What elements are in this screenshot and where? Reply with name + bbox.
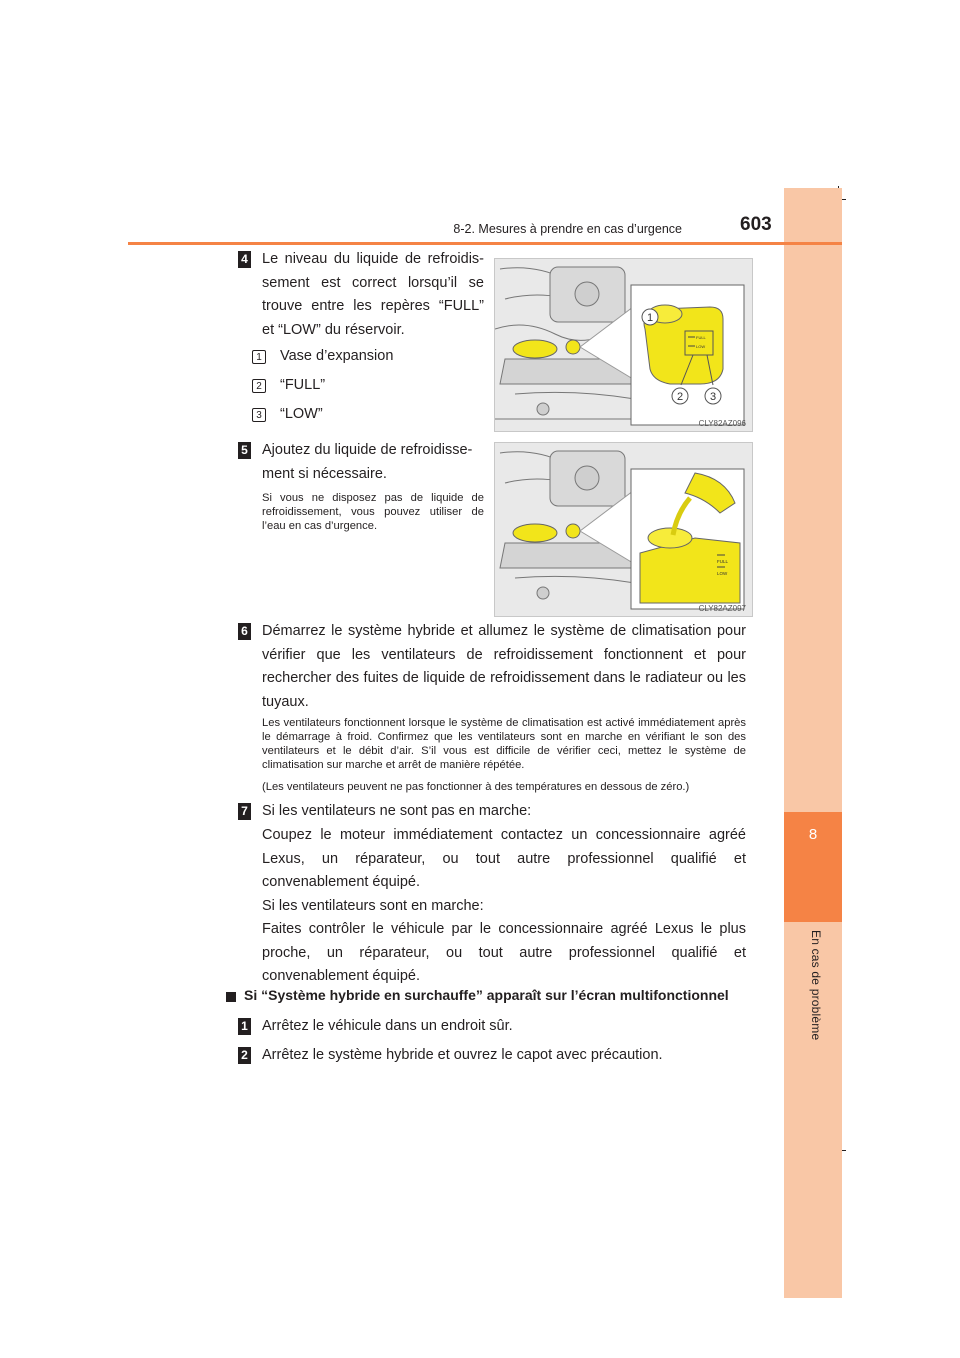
figure-add-coolant xyxy=(494,442,753,617)
step4-line: trouve entre les repères “FULL” xyxy=(262,298,484,314)
heading-bullet-icon xyxy=(226,992,236,1002)
callout-3-label: “LOW” xyxy=(280,406,323,422)
step4-line: Le niveau du liquide de refroidis- xyxy=(262,251,484,267)
step-badge-7: 7 xyxy=(238,803,251,820)
chapter-title: En cas de problème xyxy=(809,930,823,1041)
step7-cond2: Si les ventilateurs sont en marche: xyxy=(262,898,484,914)
step4-text xyxy=(262,248,484,342)
fig1-mark-1: 1 xyxy=(646,312,654,324)
callout-2-label: “FULL” xyxy=(280,377,326,393)
fig1-tick-low: LOW xyxy=(696,344,706,349)
header-rule xyxy=(128,242,842,245)
overheat-step-1: Arrêtez le véhicule dans un endroit sûr. xyxy=(262,1018,513,1034)
figure-coolant-level xyxy=(494,258,753,432)
step-badge-2: 2 xyxy=(238,1047,251,1064)
step5-line: ment si nécessaire. xyxy=(262,465,387,482)
fig2-tick-low: LOW xyxy=(717,571,728,576)
step7-text1: Coupez le moteur immédiatement contactez un concessionnaire agréé Lexus, un réparateur, ou tout autre professionnel qualifié et convenablement équipé. xyxy=(262,827,746,890)
step-badge-4: 4 xyxy=(238,251,251,268)
step7-cond1: Si les ventilateurs ne sont pas en marche: xyxy=(262,803,532,819)
step-badge-1: 1 xyxy=(238,1018,251,1035)
step-badge-6: 6 xyxy=(238,623,251,640)
step6-note2: (Les ventilateurs peuvent ne pas fonctionner à des températures en dessous de zéro.) xyxy=(262,781,690,793)
callout-2: 2 xyxy=(252,379,266,393)
callout-1: 1 xyxy=(252,350,266,364)
engine-bay-illustration-2 xyxy=(495,443,752,616)
section-title: 8-2. Mesures à prendre en cas d’urgence xyxy=(453,222,682,236)
step5-note: Si vous ne disposez pas de liquide de refroidissement, vous pouvez utiliser de l’eau en cas d’urgence. xyxy=(262,492,484,532)
step-badge-5: 5 xyxy=(238,442,251,459)
step4-line: sement est correct lorsqu’il se xyxy=(262,274,484,291)
fig2-tick-full: FULL xyxy=(717,559,729,564)
engine-bay-illustration xyxy=(495,259,752,431)
overheat-step-2: Arrêtez le système hybride et ouvrez le capot avec précaution. xyxy=(262,1047,663,1063)
overheat-heading: Si “Système hybride en surchauffe” apparaît sur l’écran multifonctionnel xyxy=(244,987,729,1003)
fig1-mark-2: 2 xyxy=(676,391,684,403)
chapter-number: 8 xyxy=(808,826,818,843)
step5-text xyxy=(262,439,484,486)
figure-code: CLY82AZ097 xyxy=(698,604,746,613)
fig1-mark-3: 3 xyxy=(709,391,717,403)
step4-line: et “LOW” du réservoir. xyxy=(262,321,405,338)
chapter-tab-background xyxy=(784,188,842,1298)
callout-1-label: Vase d’expansion xyxy=(280,348,394,364)
figure-code: CLY82AZ096 xyxy=(698,419,746,428)
callout-3: 3 xyxy=(252,408,266,422)
step6-note: Les ventilateurs fonctionnent lorsque le système de climatisation est activé immédiatement après le démarrage à froid. Confirmez que les ventilateurs sont en marche en vérifiant le son des ventilateurs et le débit d’air. S’il vous est difficile de vérifier ceci, mettez le système de climatisation sur marche et arrêt de manière répétée. xyxy=(262,717,746,771)
step7-text2: Faites contrôler le véhicule par le concessionnaire agréé Lexus le plus proche, un réparateur, ou tout autre professionnel qualifié et convenablement équipé. xyxy=(262,921,746,984)
step6-text: Démarrez le système hybride et allumez le système de climatisation pour vérifier que les ventilateurs de refroidissement fonctionnent et pour rechercher des fuites de liquide de refroidissement dans le radiateur ou les tuyaux. xyxy=(262,623,746,710)
step5-line: Ajoutez du liquide de refroidisse- xyxy=(262,442,473,458)
page-number: 603 xyxy=(740,214,772,235)
fig1-tick-full: FULL xyxy=(696,335,706,340)
